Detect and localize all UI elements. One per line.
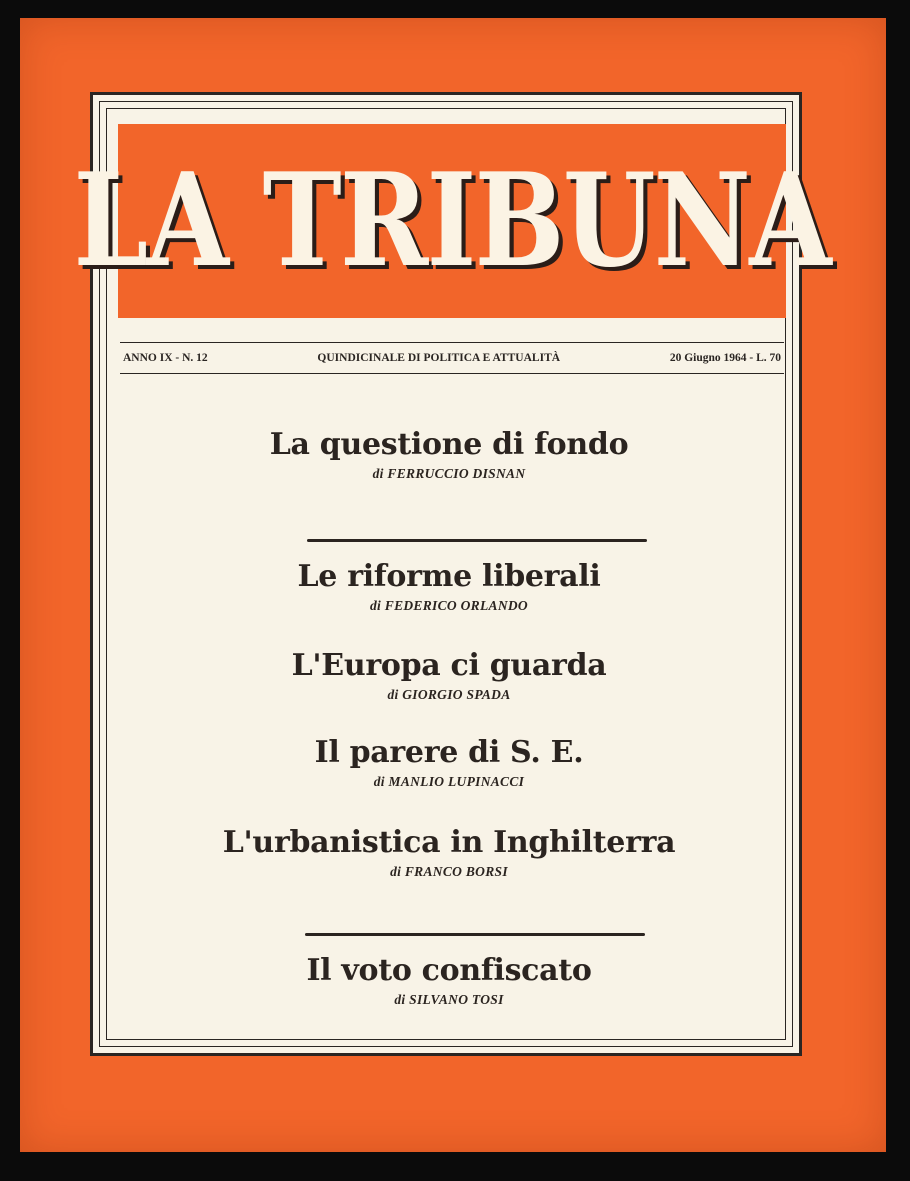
article-6 bbox=[93, 953, 805, 1008]
article-3 bbox=[93, 648, 805, 703]
cover-frame bbox=[73, 92, 831, 1056]
article-byline: di SILVANO TOSI bbox=[394, 992, 504, 1007]
issue-number: ANNO IX - N. 12 bbox=[123, 352, 208, 364]
article-4 bbox=[93, 735, 805, 790]
article-byline: di FEDERICO ORLANDO bbox=[370, 598, 528, 613]
masthead-title: LA TRIBUNA bbox=[73, 146, 831, 296]
article-headline: L'urbanistica in Inghilterra bbox=[222, 825, 676, 860]
article-headline: La questione di fondo bbox=[269, 427, 629, 462]
article-headline: Il voto confiscato bbox=[306, 953, 592, 988]
dateline bbox=[120, 342, 784, 374]
publication-subtitle: QUINDICINALE DI POLITICA E ATTUALITÀ bbox=[317, 352, 561, 364]
article-byline: di GIORGIO SPADA bbox=[387, 687, 511, 702]
section-divider bbox=[307, 539, 647, 542]
article-headline: Il parere di S. E. bbox=[314, 735, 584, 770]
masthead bbox=[73, 124, 831, 318]
article-5 bbox=[93, 825, 805, 880]
article-headline: Le riforme liberali bbox=[297, 559, 601, 594]
article-byline: di FRANCO BORSI bbox=[390, 864, 508, 879]
date-price: 20 Giugno 1964 - L. 70 bbox=[669, 352, 781, 364]
article-byline: di FERRUCCIO DISNAN bbox=[372, 466, 526, 481]
magazine-cover bbox=[20, 18, 886, 1152]
section-divider bbox=[305, 933, 645, 936]
article-2 bbox=[93, 559, 805, 614]
article-byline: di MANLIO LUPINACCI bbox=[373, 774, 525, 789]
article-headline: L'Europa ci guarda bbox=[291, 648, 607, 683]
article-1 bbox=[93, 427, 805, 482]
